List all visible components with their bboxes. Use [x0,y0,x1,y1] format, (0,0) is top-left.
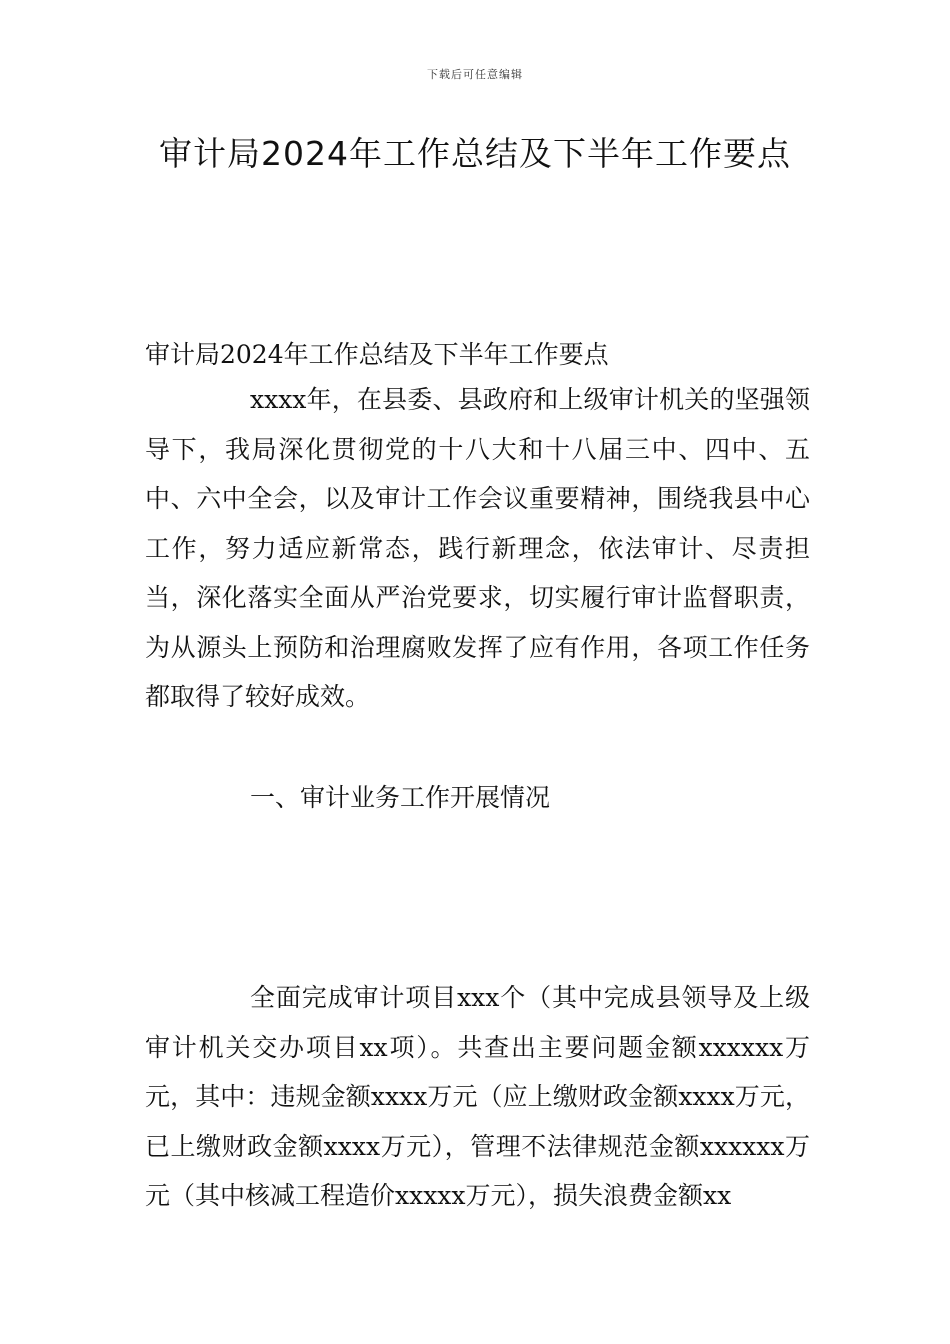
watermark-text: 下载后可任意编辑 [427,68,523,81]
section-heading: 一、审计业务工作开展情况 [250,783,551,812]
document-subtitle: 审计局2024年工作总结及下半年工作要点 [145,340,609,369]
page-title: 审计局2024年工作总结及下半年工作要点 [159,134,791,173]
intro-paragraph: xxxx年，在县委、县政府和上级审计机关的坚强领导下，我局深化贯彻党的十八大和十八届三中、四中、五中、六中全会，以及审计工作会议重要精神，围绕我县中心工作，努力适应新常态，践行新理念，依法审计、尽责担当，深化落实全面从严治党要求，切实履行审计监督职责，为从源头上预防和治理腐败发挥了应有作用，各项工作任务都取得了较好成效。 [145,385,810,711]
body-paragraph: 全面完成审计项目xxx个（其中完成县领导及上级审计机关交办项目xx项）。共查出主要问题金额xxxxxx万元，其中：违规金额xxxx万元（应上缴财政金额xxxx万元，已上缴财政金额xxxx万元），管理不法律规范金额xxxxxx万元（其中核减工程造价xxxxx万元），损失浪费金额xx [145,983,810,1210]
